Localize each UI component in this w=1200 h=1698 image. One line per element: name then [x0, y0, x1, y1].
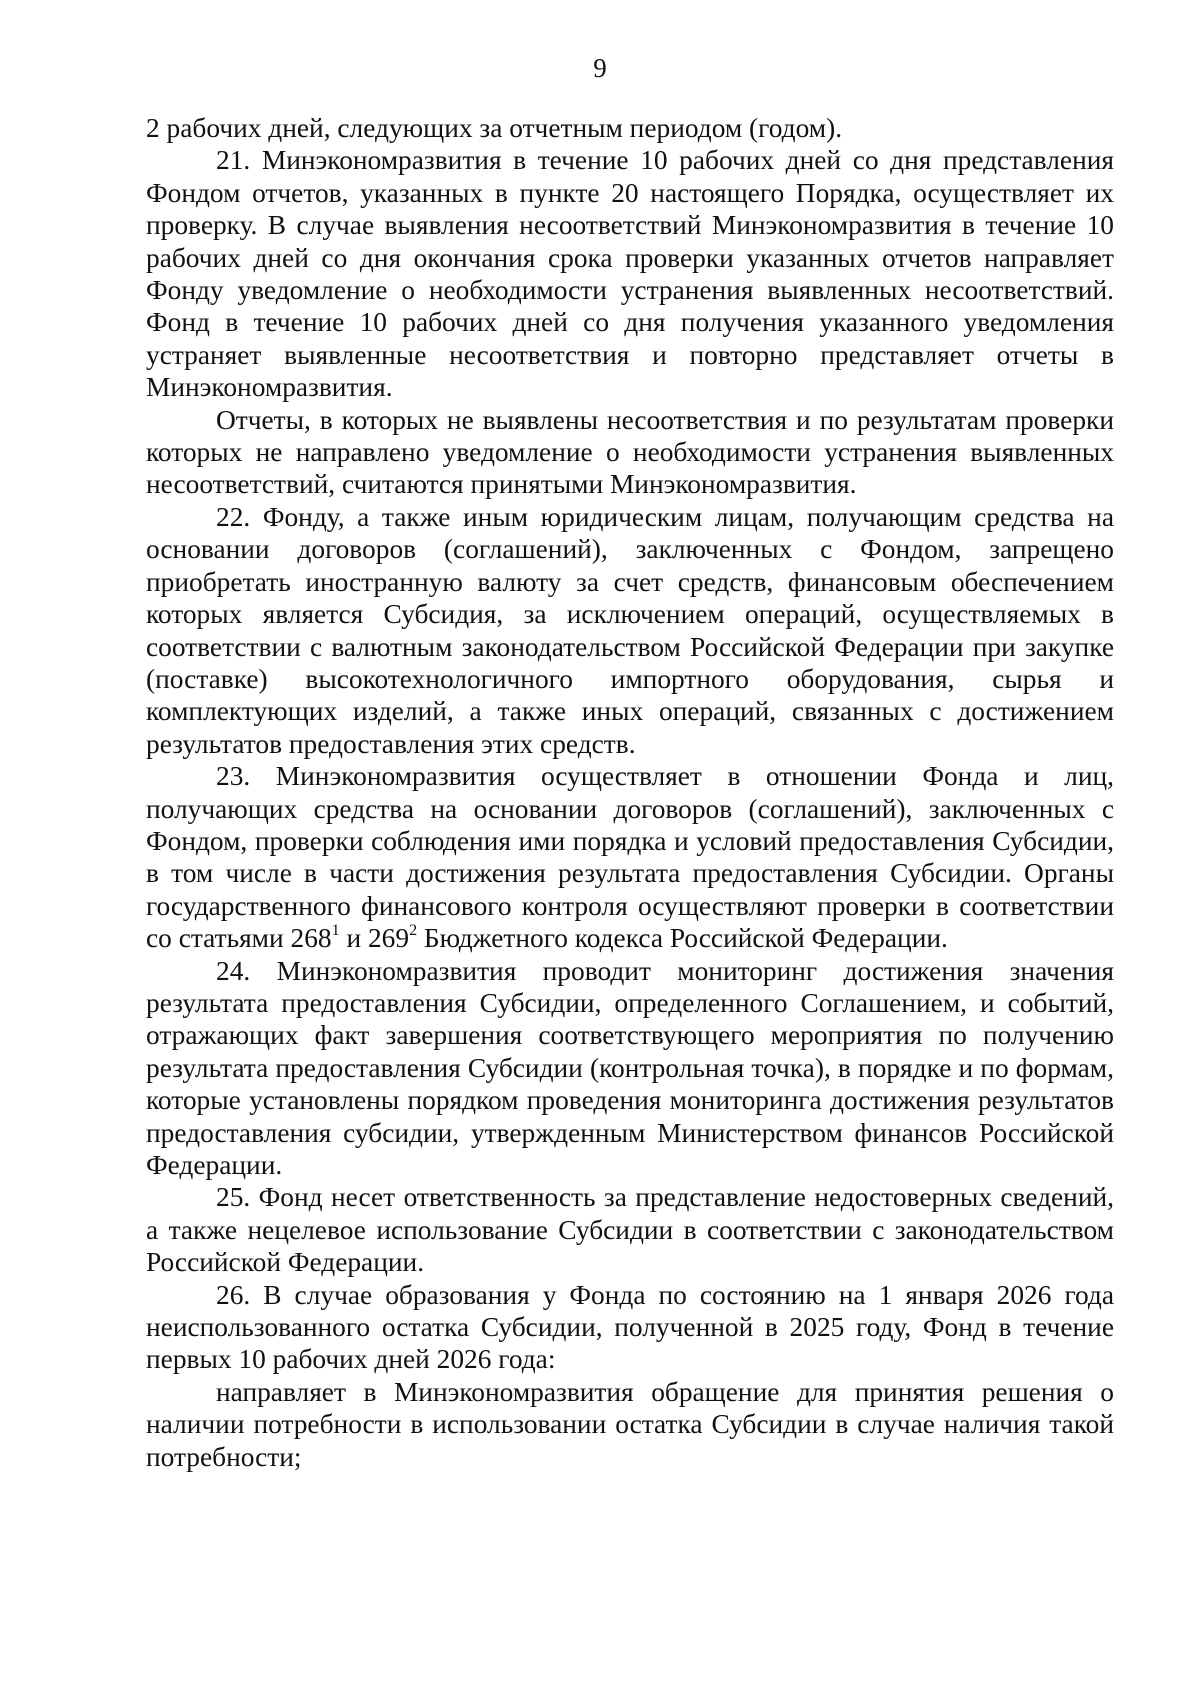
paragraph-24: 24. Минэкономразвития проводит мониторинг достижения значения результата предоставления Субсидии, определенного Соглашением, и событий, отражающих факт завершения соответствующего мероприятия по получению результата предоставления Субсидии (контрольная точка), в порядке и по формам, которые установлены порядком проведения мониторинга достижения результатов предоставления субсидии, утвержденным Министерством финансов Российской Федерации.	[146, 955, 1114, 1180]
page-number: 9	[593, 53, 607, 83]
paragraph-25: 25. Фонд несет ответственность за представление недостоверных сведений, а также нецелевое использование Субсидии в соответствии с законодательством Российской Федерации.	[146, 1182, 1114, 1278]
superscript-2: 2	[409, 922, 418, 940]
paragraph-continuation: 2 рабочих дней, следующих за отчетным периодом (годом).	[146, 113, 843, 143]
paragraph-22: 22. Фонду, а также иным юридическим лицам, получающим средства на основании договоров (соглашений), заключенных с Фондом, запрещено приобретать иностранную валюту за счет средств, финансовым обеспечением которых является Субсидия, за исключением операций, осуществляемых в соответствии с валютным законодательством Российской Федерации при закупке (поставке) высокотехнологичного импортного оборудования, сырья и комплектующих изделий, а также иных операций, связанных с достижением результатов предоставления этих средств.	[146, 501, 1114, 759]
paragraph-23-text-c: Бюджетного кодекса Российской Федерации.	[417, 923, 948, 954]
paragraph-26-item: направляет в Минэкономразвития обращение для принятия решения о наличии потребности в использовании остатка Субсидии в случае наличия такой потребности;	[146, 1376, 1114, 1472]
paragraph-reports-accepted: Отчеты, в которых не выявлены несоответствия и по результатам проверки которых не направлено уведомление о необходимости устранения выявленных несоответствий, считаются принятыми Минэкономразвития.	[146, 404, 1114, 500]
superscript-1: 1	[331, 922, 340, 940]
paragraph-21: 21. Минэкономразвития в течение 10 рабочих дней со дня представления Фондом отчетов, указанных в пункте 20 настоящего Порядка, осуществляет их проверку. В случае выявления несоответствий Минэкономразвития в течение 10 рабочих дней со дня окончания срока проверки указанных отчетов направляет Фонду уведомление о необходимости устранения выявленных несоответствий. Фонд в течение 10 рабочих дней со дня получения указанного уведомления устраняет выявленные несоответствия и повторно представляет отчеты в Минэкономразвития.	[146, 145, 1114, 403]
paragraph-23-text-b: и 269	[339, 923, 410, 954]
document-body	[146, 112, 1114, 1473]
paragraph-26: 26. В случае образования у Фонда по состоянию на 1 января 2026 года неиспользованного остатка Субсидии, полученной в 2025 году, Фонд в течение первых 10 рабочих дней 2026 года:	[146, 1279, 1114, 1375]
paragraph-23	[146, 760, 1114, 954]
paragraph-23-text-a: 23. Минэкономразвития осуществляет в отношении Фонда и лиц, получающих средства на основании договоров (соглашений), заключенных с Фондом, проверки соблюдения ими порядка и условий предоставления Субсидии, в том числе в части достижения результата предоставления Субсидии. Органы государственного финансового контроля осуществляют проверки в соответствии со статьями 268	[146, 761, 1114, 954]
